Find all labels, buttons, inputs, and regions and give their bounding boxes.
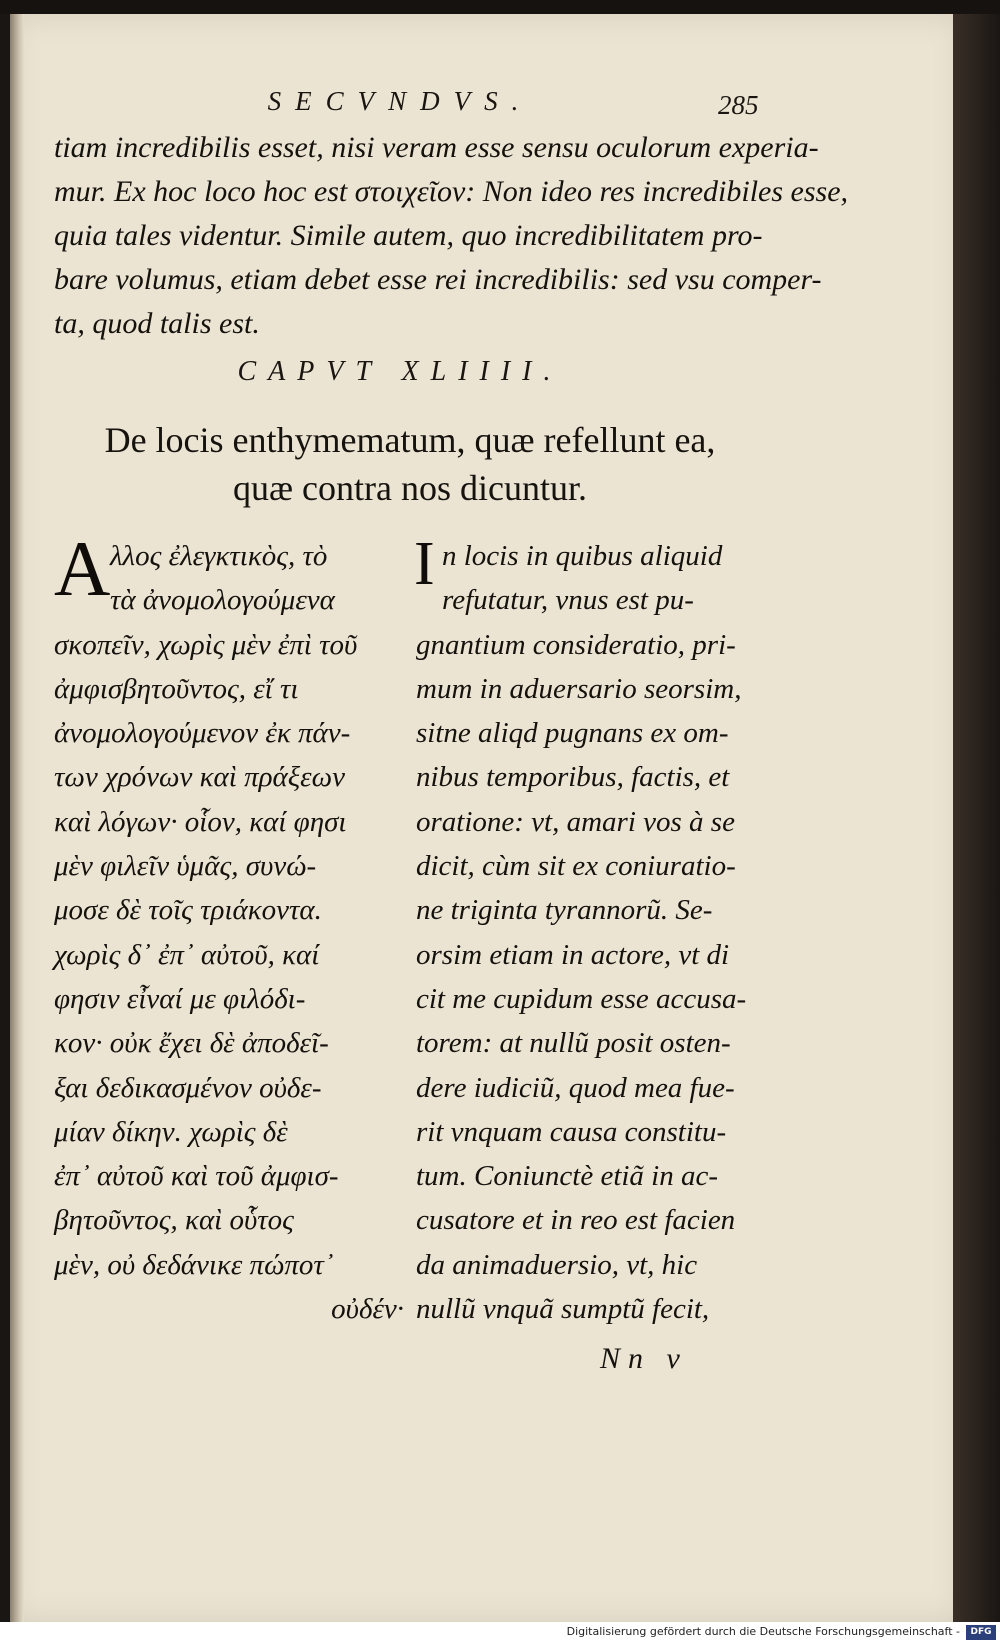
- intro-line: ta, quod talis est.: [54, 307, 260, 340]
- latin-line: nullũ vnquã sumptũ fecit,: [416, 1293, 710, 1326]
- page-binding-edge: [10, 14, 24, 1622]
- latin-line: torem: at nullũ posit osten-: [416, 1027, 731, 1060]
- greek-line: λλος ἐλεγκτικὸς, τὸ: [110, 540, 328, 572]
- greek-line: ξαι δεδικασμένον οὐδε-: [54, 1071, 322, 1104]
- greek-line: χωρὶς δ᾽ ἐπ᾽ αὐτοῦ, καί: [54, 938, 320, 971]
- greek-line: μίαν δίκην. χωρὶς δὲ: [54, 1115, 288, 1148]
- latin-line: da animaduersio, vt, hic: [416, 1248, 698, 1281]
- latin-line: mum in aduersario seorsim,: [416, 672, 742, 705]
- greek-line: κον· οὐκ ἔχει δὲ ἀποδεῖ-: [54, 1027, 329, 1060]
- greek-line: μὲν, οὐ δεδάνικε πώποτ᾽: [54, 1248, 334, 1281]
- greek-line: φησιν εἶναί με φιλόδι-: [54, 982, 306, 1015]
- greek-line: μὲν φιλεῖν ὑμᾶς, συνώ-: [54, 850, 317, 883]
- intro-line: tiam incredibilis esset, nisi veram esse sensu oculorum experia-: [54, 131, 819, 164]
- latin-line: dicit, cùm sit ex coniuratio-: [416, 850, 736, 883]
- greek-dropcap: A: [54, 525, 111, 612]
- latin-line: tum. Coniunctè etiã in ac-: [416, 1160, 719, 1193]
- latin-line: gnantium consideratio, pri-: [416, 628, 736, 661]
- latin-line: cit me cupidum esse accusa-: [416, 982, 747, 1015]
- intro-line: quia tales videntur. Simile autem, quo incredibilitatem pro-: [54, 219, 763, 252]
- title-line: quæ contra nos dicuntur.: [233, 468, 587, 508]
- greek-line: καὶ λόγων· οἷον, καί φησι: [54, 805, 347, 838]
- scan-frame-top: [0, 0, 1000, 14]
- catchword-signature: Nn v: [600, 1342, 688, 1375]
- greek-line: βητοῦντος, καὶ οὗτος: [54, 1204, 294, 1237]
- title-line: De locis enthymematum, quæ refellunt ea,: [104, 420, 716, 460]
- greek-line: σκοπεῖν, χωρὶς μὲν ἐπὶ τοῦ: [54, 628, 358, 661]
- latin-dropcap: I: [414, 530, 435, 598]
- greek-column: [54, 525, 404, 1331]
- latin-line: ne triginta tyrannorũ. Se-: [416, 894, 713, 927]
- latin-line: oratione: vt, amari vos à se: [416, 805, 735, 838]
- latin-line: refutatur, vnus est pu-: [442, 584, 694, 617]
- latin-line: nibus temporibus, factis, et: [416, 761, 730, 794]
- latin-line: dere iudiciũ, quod mea fue-: [416, 1071, 735, 1104]
- greek-line: τὰ ἀνομολογούμενα: [110, 584, 335, 617]
- greek-line: ἐπ᾽ αὐτοῦ καὶ τοῦ ἀμφισ-: [54, 1160, 339, 1193]
- greek-line: ἀνομολογούμενον ἐκ πάν-: [54, 717, 351, 750]
- chapter-title: [50, 416, 770, 512]
- greek-line: των χρόνων καὶ πράξεων: [54, 761, 345, 794]
- greek-line: μοσε δὲ τοῖς τριάκοντα.: [54, 894, 322, 927]
- digitization-footer: [0, 1622, 1000, 1645]
- intro-paragraph: [54, 126, 849, 346]
- latin-line: orsim etiam in actore, vt di: [416, 938, 730, 971]
- dfg-logo-icon: DFG: [966, 1625, 996, 1640]
- page-number: 285: [718, 90, 759, 120]
- running-head: SECVNDVS.: [267, 86, 533, 116]
- greek-line: οὐδέν·: [331, 1293, 404, 1326]
- greek-line: ἀμφισβητοῦντος, εἴ τι: [54, 672, 299, 705]
- latin-line: n locis in quibus aliquid: [442, 540, 723, 572]
- latin-column: [414, 530, 796, 1331]
- latin-line: cusatore et in reo est facien: [416, 1204, 736, 1237]
- latin-line: sitne aliqd pugnans ex om-: [416, 717, 729, 750]
- chapter-heading: CAPVT XLIIII.: [237, 356, 563, 387]
- book-page: [10, 14, 963, 1622]
- footer-credit: Digitalisierung gefördert durch die Deutsche Forschungsgemeinschaft -: [566, 1625, 960, 1638]
- intro-line: mur. Ex hoc loco hoc est στοιχεῖον: Non ideo res incredibiles esse,: [54, 175, 849, 208]
- scan-frame-right: [953, 14, 1000, 1622]
- intro-line: bare volumus, etiam debet esse rei incredibilis: sed vsu comper-: [54, 263, 822, 296]
- latin-line: rit vnquam causa constitu-: [416, 1115, 727, 1148]
